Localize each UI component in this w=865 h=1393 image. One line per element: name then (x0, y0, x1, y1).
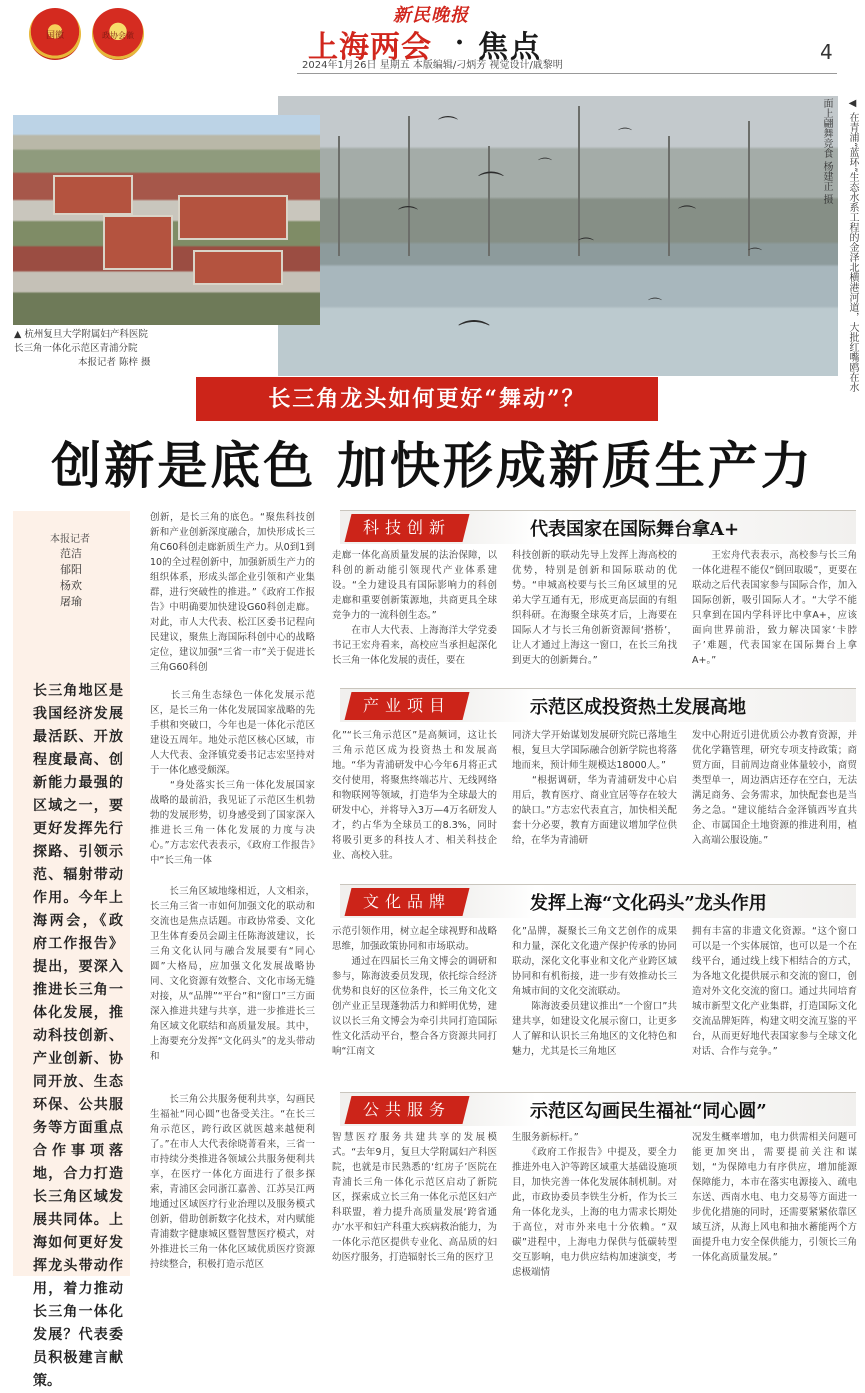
section-tag (345, 888, 470, 916)
section-title: 示范区勾画民生福祉“同心圆” (530, 1101, 767, 1122)
newspaper-name: 新民晚报 (393, 5, 469, 26)
article-column: 拥有丰富的非遗文化资源。“这个窗口可以是一个实体展馆，也可以是一个在线平台，通过线上线下相结合的方式，为各地文化提供展示和交流的窗口，创造对外文化交流的窗口。通过共同培育城市新型文化产业集群，打造国际文化交流品牌矩阵，构建文明交流互鉴的平台，从而更好地代表国家参与全球文化对话、合作与竞争。” (692, 926, 857, 1057)
cppcc-emblem-icon (92, 8, 144, 60)
article-column: 化”“长三角示范区”是高频词，这让长三角示范区成为投资热土和发展高地。“华为青浦研发中心今年6月将正式交付使用，将聚焦终端芯片、无线网络和物联网等领域，打造华为全球最大的研发中心，并将导入3万—4万名研发人才，约占华为全球员工的8.3%，同时将吸引更多的科技人才、相关科技企业、高校入驻。 (332, 730, 497, 861)
section-tag-label: 公共服务 (362, 1100, 451, 1119)
reporter-name: 屠瑜 (60, 595, 82, 608)
emblem-label: 国徽 (45, 31, 64, 41)
headline-separator: · (455, 28, 465, 58)
right-photo-caption-credit: 面上翩舞竞食 杨建正 摄 (821, 98, 832, 205)
masthead-divider (297, 73, 837, 74)
reporter-name: 范洁 (60, 547, 82, 560)
article-column: 走廊一体化高质量发展的法治保障，以科创的新动能引领现代产业体系建设。“全力建设具有国际影响力的科创走廊和重要创新策源地，共商更具全球竞争力的一流科创生态。” 在市人大代表、上海海洋大学党委书记王宏舟看来，高校应当承担起深化长三角一体化发展的责任，要在 (332, 550, 497, 666)
lake-gulls-photo: ⌒ ⌒ ⌒ ⌒ ⌒ ⌒ ⌒ ⌒ ⌒ ⌒ (278, 96, 838, 376)
section-title: 代表国家在国际舞台拿A+ (530, 519, 740, 540)
emblem-label: 政协会徽 (102, 31, 134, 40)
section-header-tech (340, 510, 856, 544)
section-headline: 上海两会 (308, 30, 432, 65)
article-column: 示范引领作用，树立起全球视野和战略思维，加强政策协同和市场联动。 通过在四届长三角文博会的调研和参与，陈海波委员发现，依托综合经济优势和良好的区位条件，长三角文化文创产业正呈现蓬勃活力和鲜明优势，建议以长三角文博会为牵引共同打造国际性文化活动平台，整合各方资源共同打响“江南文 (332, 926, 497, 1057)
reporter-name: 郁阳 (60, 563, 82, 576)
article-column: 化”品牌，凝聚长三角文艺创作的成果和力量，深化文化遗产保护传承的协同联动，深化文化事业和文化产业跨区域协同和有机衔接，进一步有效推动长三角城市间的文化交流联动。 陈海波委员建议推出“一个窗口”共建共享，如建设文化展示窗口，让更多人了解和认识长三角地区的文化特色和魅力，尤其是长三角地区 (512, 926, 677, 1057)
section-header-industry (340, 688, 856, 722)
article-column: 智慧医疗服务共建共享的发展模式。“去年9月，复旦大学附属妇产科医院，也就是市民熟悉的‘红房子’医院在青浦长三角一体化示范区启动了新院区，探索成立长三角一体化示范区妇产科联盟，着力提升高质量发展‘跨省通办’水平和妇产科重大疾病救治能力，为一体化示范区提供专业化、高品质的妇幼医疗服务，打造辐射长三角的医疗卫 (332, 1132, 497, 1263)
article-column: 创新，是长三角的底色。“聚焦科技创新和产业创新深度融合，加快形成长三角C60科创走廊新质生产力。从0到1到10的全过程创新中，加强新质生产力的组织体系，形成头部企业引领和产业集群，进行突破性的推进。”《政府工作报告》中明确要加快建设G60科创走廊。对此，市人大代表、松江区委书记程向民建议，聚焦上海国际科创中心的战略定位，建议加强“三省一市”关于促进长三角G60科创 (150, 512, 315, 673)
section-header-culture (340, 884, 856, 918)
section-title: 示范区成投资热土发展高地 (530, 697, 746, 718)
caption-line: 长三角一体化示范区青浦分院 (14, 343, 138, 354)
article-column: 科技创新的联动先导上发挥上海高校的优势，特别是创新和国际联动的优势。“申城高校要与长三角区域里的兄弟大学互通有无，形成更高层面的有组织科研。在海聚全球英才后，上海要在国际人才与长三角创新资源间‘搭桥’，让人才通过上海这一窗口，在长三角找到更大的创新舞台。” (512, 550, 677, 666)
article-column: 况发生概率增加，电力供需相关问题可能更加突出，需要提前关注和谋划，“为保障电力有序供应，增加能源保障能力，本市在落实电源接入、疏电东送、西南水电、电力交易等方面进一步优化措施的同时，还需要紧紧依靠区域互济，从海上风电和抽水蓄能两个方面提升电力安全保供能力，引领长三角一体化高质量发展。” (692, 1132, 857, 1263)
section-header-public-service (340, 1092, 856, 1126)
topic-banner: 长三角龙头如何更好“舞动”？ (196, 377, 658, 421)
section-subheadline: 焦点 (478, 30, 542, 65)
section-title: 发挥上海“文化码头”龙头作用 (530, 893, 767, 914)
main-headline: 创新是底色 加快形成新质生产力 (51, 437, 814, 495)
lede-paragraph: 长三角地区是我国经济发展最活跃、开放程度最高、创新能力最强的区域之一，要更好发挥先行探路、引领示范、辐射带动作用。今年上海两会，《政府工作报告》提出，要深入推进长三角一体化发展，推动科技创新、产业创新、协同开放、生态环保、公共服务等方面重点合作事项落地，合力打造长三角区域发展共同体。上海如何更好发挥龙头带动作用，着力推动长三角一体化发展？代表委员积极建言献策。 (33, 683, 123, 1389)
article-column: 生服务新标杆。” 《政府工作报告》中提及，要全力推进外电入沪等跨区域重大基础设施项目，加快完善一体化发展体制机制。对此，市政协委员李铁生分析，作为长三角一体化龙头，上海的电力需求长期处于高位，对市外来电十分依赖。“双碳”进程中，上海电力保供与低碳转型交互影响，电力供应结构加速演变，考虑极端情 (512, 1132, 677, 1278)
national-emblem-icon (29, 8, 81, 60)
section-tag-label: 文化品牌 (362, 892, 451, 911)
left-photo-caption (14, 328, 314, 370)
section-tag-label: 产业项目 (362, 696, 451, 715)
article-column: 同济大学开始谋划发展研究院已落地生根，复旦大学国际融合创新学院也将落地而来，预计师生规模达18000人。” “根据调研，华为青浦研发中心启用后，教育医疗、商业宜居等存在较大的缺口。”方志宏代表直言，加快相关配套十分必要，教育方面建议增加学位供给，在华为青浦研 (512, 730, 677, 846)
reporter-name: 杨欢 (60, 579, 82, 592)
byline-label: 本报记者 (50, 534, 90, 545)
article-column: 发中心附近引进优质公办教育资源，并优化学籍管理，研究专项支持政策；商贸方面，目前周边商业体量较小，商贸类型单一，周边酒店还存在空白，无法满足商务、会务需求，加快配套也是当务之急。“建议能结合金泽镇西岑直共企、市属国企土地资源的推进利用，植入高端公服设施。” (692, 730, 857, 846)
section-tag (345, 514, 470, 542)
page-number: 4 (820, 40, 833, 64)
article-column: 长三角生态绿色一体化发展示范区，是长三角一体化发展国家战略的先手棋和突破口，今年也是一体化示范区建设五周年。地处示范区核心区域，市人大代表、金泽镇党委书记志宏坚持对于一体化感受颇深。 “身处落实长三角一体化发展国家战略的最前沿，我见证了示范区生机勃勃的发展形势，切身感受到了国家深入推进长三角一体化发展的力度与决心。”方志宏代表表示，《政府工作报告》中“长三角一体 (150, 690, 315, 866)
article-column: 王宏舟代表表示，高校参与长三角一体化进程不能仅“倒回取暖”，更要在联动之后代表国家参与国际合作，加入国际创新，吸引国际人才。“大学不能只拿到在国内学科评比中拿A+，应该面向世界前沿，致力解决国家‘卡脖子’难题，代表国家在国际舞台上拿A+。” (692, 550, 857, 666)
section-tag (345, 692, 470, 720)
hospital-aerial-photo (13, 115, 320, 325)
article-column: 长三角公共服务便利共享，勾画民生福祉“同心圆”也备受关注。“在长三角示范区，跨行政区就医越来越便利了。”在市人大代表徐晓菁看来，三省一市持续分类推进各领域公共服务便利共享，在医疗一体化方面进行了很多探索，青浦区会同浙江嘉善、江苏吴江两地通过区域医疗行业治理以及服务模式创新，借助创新数字化技术，对内赋能青浦数字健康城区暨智慧医疗模式，对外推进长三角一体化区域优质医疗资源持续整合，积极打造示范区 (150, 1094, 315, 1270)
section-tag-label: 科技创新 (362, 518, 451, 537)
section-tag (345, 1096, 470, 1124)
byline-names (60, 546, 100, 610)
dateline: 2024年1月26日 星期五 本版编辑/刁炳芳 视觉设计/戚黎明 (302, 60, 563, 71)
caption-credit: 本报记者 陈梓 摄 (78, 357, 151, 368)
right-photo-caption: ◀ 在青浦“蓝环”生态水系工程的金泽北横港河道，大批红嘴鸥在水 (847, 98, 858, 393)
article-column: 长三角区域地缘相近，人文相亲，长三角三省一市如何加强文化的联动和交流也是焦点话题。市政协常委、文化卫生体育委员会副主任陈海波建议，长三角文化认同与融合发展要有“同心圆”大格局，应加强文化发展战略协同、文化资源有效整合、文化市场无缝对接，从“品牌”“平台”和“窗口”三方面深入推进共建与共享，进一步推进长三角区域文化联结和高质量发展。其中，上海要充分发挥“文化码头”的龙头带动和 (150, 886, 315, 1062)
caption-line: ▲ 杭州复旦大学附属妇产科医院 (14, 329, 148, 340)
